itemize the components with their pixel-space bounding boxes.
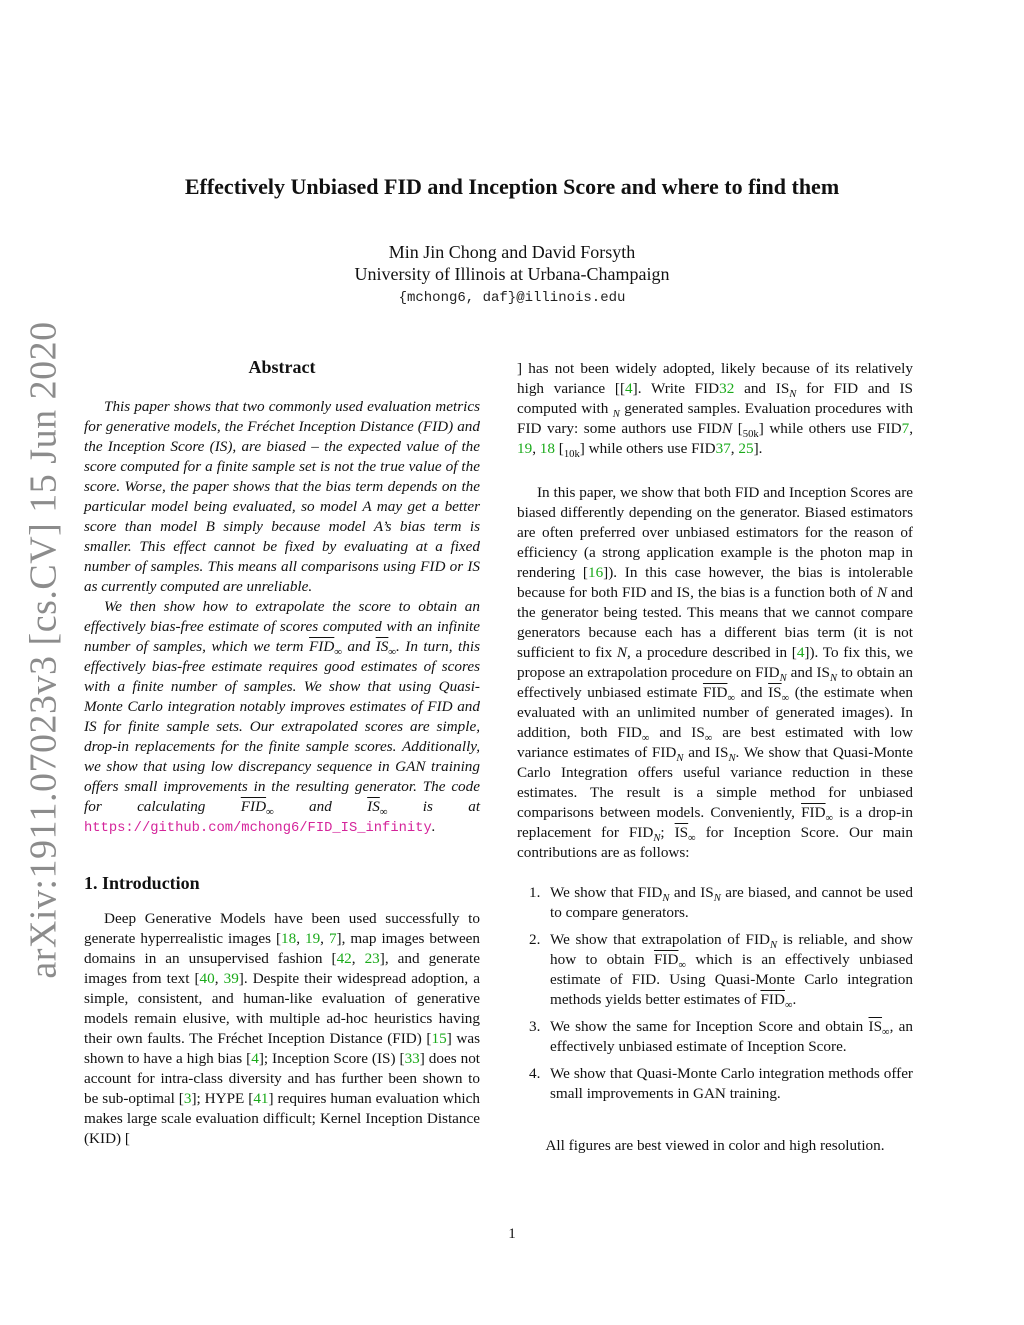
left-column (84, 355, 480, 1149)
github-link[interactable]: https://github.com/mchong6/FID_IS_infinity (84, 821, 432, 836)
right-column (517, 359, 913, 1156)
citation-link[interactable]: 40 (199, 970, 215, 987)
closing-note: All figures are best viewed in color and high resolution. (545, 1137, 885, 1154)
author-affiliation: University of Illinois at Urbana-Champaign (354, 264, 670, 284)
author-names: Min Jin Chong and David Forsyth (388, 242, 636, 262)
list-item: 4. We show that Quasi-Monte Carlo integration methods offer small improvements in GAN training. (529, 1065, 913, 1102)
intro-paragraph-1: Deep Generative Models have been used successfully to generate hyperrealistic images [18, 19, 7], map images between domains in an unsupervised fashion [42, 23], and generate images from text [40, 39]. Despite their widespread adoption, a simple, consistent, and human-like evaluation of generative models remain elusive, with multiple ad-hoc heuristics having their own faults. The Fréchet Inception Distance (FID) [15] was shown to have a high bias [4]; Inception Score (IS) [33] does not account for intra-class diversity and has further been shown to be sub-optimal [3]; HYPE [41] requires human evaluation which makes large scale evaluation difficult; Kernel Inception Distance (KID) [ (84, 910, 481, 1147)
citation-link[interactable]: 7 (901, 420, 910, 437)
paper-title: Effectively Unbiased FID and Inception Score and where to find them (184, 174, 840, 199)
citation-link[interactable]: 41 (253, 1090, 269, 1107)
citation-link[interactable]: 23 (364, 950, 380, 967)
citation-link[interactable]: 37 (715, 440, 731, 457)
intro-body-left (84, 909, 480, 1149)
arxiv-identifier: arXiv:1911.07023v3 [cs.CV] 15 Jun 2020 (23, 321, 65, 979)
citation-link[interactable]: 4 (625, 380, 633, 397)
list-item: 1. We show that $FID_N$ and $IS_N$ are biased, and cannot be used to compare generators. (529, 884, 913, 921)
page-number: 1 (508, 1226, 516, 1242)
citation-link[interactable]: 16 (587, 564, 604, 581)
citation-link[interactable]: 15 (431, 1030, 447, 1047)
intro-body-right (517, 359, 913, 863)
paragraph-gap (517, 459, 913, 483)
abstract-paragraph-2: We then show how to extrapolate the score to obtain an effectively bias-free estimate of scores computed with an infinite number of samples, which we term $\overline{FID}_\infty$ and $\overline{IS}_\infty$. In turn, this effectively bias-free estimate requires good estimates of scores with a finite number of samples. We show that using Quasi-Monte Carlo integration notably improves estimates of FID and IS for finite sample sets. Our extrapolated scores are simple, drop-in replacements for the finite sample scores. Additionally, we show that using low discrepancy sequence in GAN training offers small improvements in the resulting generator. The code for calculating $\overline{FID}_\infty$ and $\overline{IS}_\infty$ is at https://github.com/mchong6/FID_IS_infinity. (84, 598, 481, 836)
citation-link[interactable]: 7 (328, 930, 337, 947)
list-item: 3. We show the same for Inception Score and obtain $\overline{IS}_\infty$, an effectively unbiased estimate of Inception Score. (529, 1018, 913, 1055)
citation-link[interactable]: 33 (404, 1050, 420, 1067)
intro-paragraph-2: In this paper, we show that both FID and Inception Scores are biased differently depending on the generator. Biased estimators are often preferred over unbiased estimators for the reason of efficiency (a strong application example is the photon map in rendering [16]). In this case however, the bias is intolerable because for both FID and IS, the bias is a function both of N and the generator being tested. This means that we cannot compare generators because each has a different bias term (it is not sufficient to fix N, a procedure described in [4]). To fix this, we propose an extrapolation procedure on $FID_N$ and $IS_N$ to obtain an effectively unbiased estimate $\overline{FID}_\infty$ and $\overline{IS}_\infty$ (the estimate when evaluated with an unlimited number of generated images). In addition, both $FID_\infty$ and $IS_\infty$ are best estimated with low variance estimates of $FID_N$ and $IS_N$. We show that Quasi-Monte Carlo Integration offers useful variance reduction in these estimates. The result is a simple method for unbiased comparisons between models. Conveniently, $\overline{FID}_\infty$ is a drop-in replacement for $FID_N$; $\overline{IS}_\infty$ for Inception Score. Our main contributions are as follows: (517, 484, 914, 861)
intro-paragraph-1-continued: ] has not been widely adopted, likely because of its relatively high variance [[4]. Write FID32 and $IS_N$ for FID and IS computed with $_N$ generated samples. Evaluation procedures with FID vary: some authors use FIDN $[_{50k}]$ while others use FID7, 19, 18 $[_{10k}]$ while others use FID37, 25]. (517, 360, 913, 461)
author-email: {mchong6, daf}@illinois.edu (398, 290, 626, 306)
citation-link[interactable]: 39 (223, 970, 239, 987)
citation-link[interactable]: 3 (183, 1090, 192, 1107)
citation-link[interactable]: 32 (719, 380, 735, 397)
abstract-paragraph-1: This paper shows that two commonly used evaluation metrics for generative models, the Fréchet Inception Distance (FID) and the Inception Score (IS), are biased – the expected value of the score computed for a finite sample set is not the true value of the score. Worse, the paper shows that the bias term depends on the particular model being evaluated, so model A may get a better score than model B simply because model A’s bias term is smaller. This effect cannot be fixed by evaluating at a fixed number of samples. This means all comparisons using FID or IS as currently computed are unreliable. (84, 398, 480, 595)
abstract-body (84, 397, 480, 839)
introduction-heading: 1. Introduction (84, 873, 200, 893)
author-block (0, 241, 1024, 309)
citation-link[interactable]: 19 (517, 440, 533, 457)
citation-link[interactable]: 4 (796, 644, 805, 661)
contributions-list (517, 883, 913, 1104)
citation-link[interactable]: 4 (251, 1050, 259, 1067)
citation-link[interactable]: 18 (281, 930, 297, 947)
citation-link[interactable]: 19 (304, 930, 321, 947)
abstract-heading: Abstract (248, 357, 316, 377)
list-item: 2. We show that extrapolation of $FID_N$ is reliable, and show how to obtain $\overline{FID}_\infty$ which is an effectively unbiased estimate of FID. Using Quasi-Monte Carlo integration methods yields better estimates of $\overline{FID}_\infty$. (529, 931, 914, 1012)
citation-link[interactable]: 25 (738, 440, 754, 457)
citation-link[interactable]: 42 (336, 950, 352, 967)
citation-link[interactable]: 18 (539, 440, 555, 457)
